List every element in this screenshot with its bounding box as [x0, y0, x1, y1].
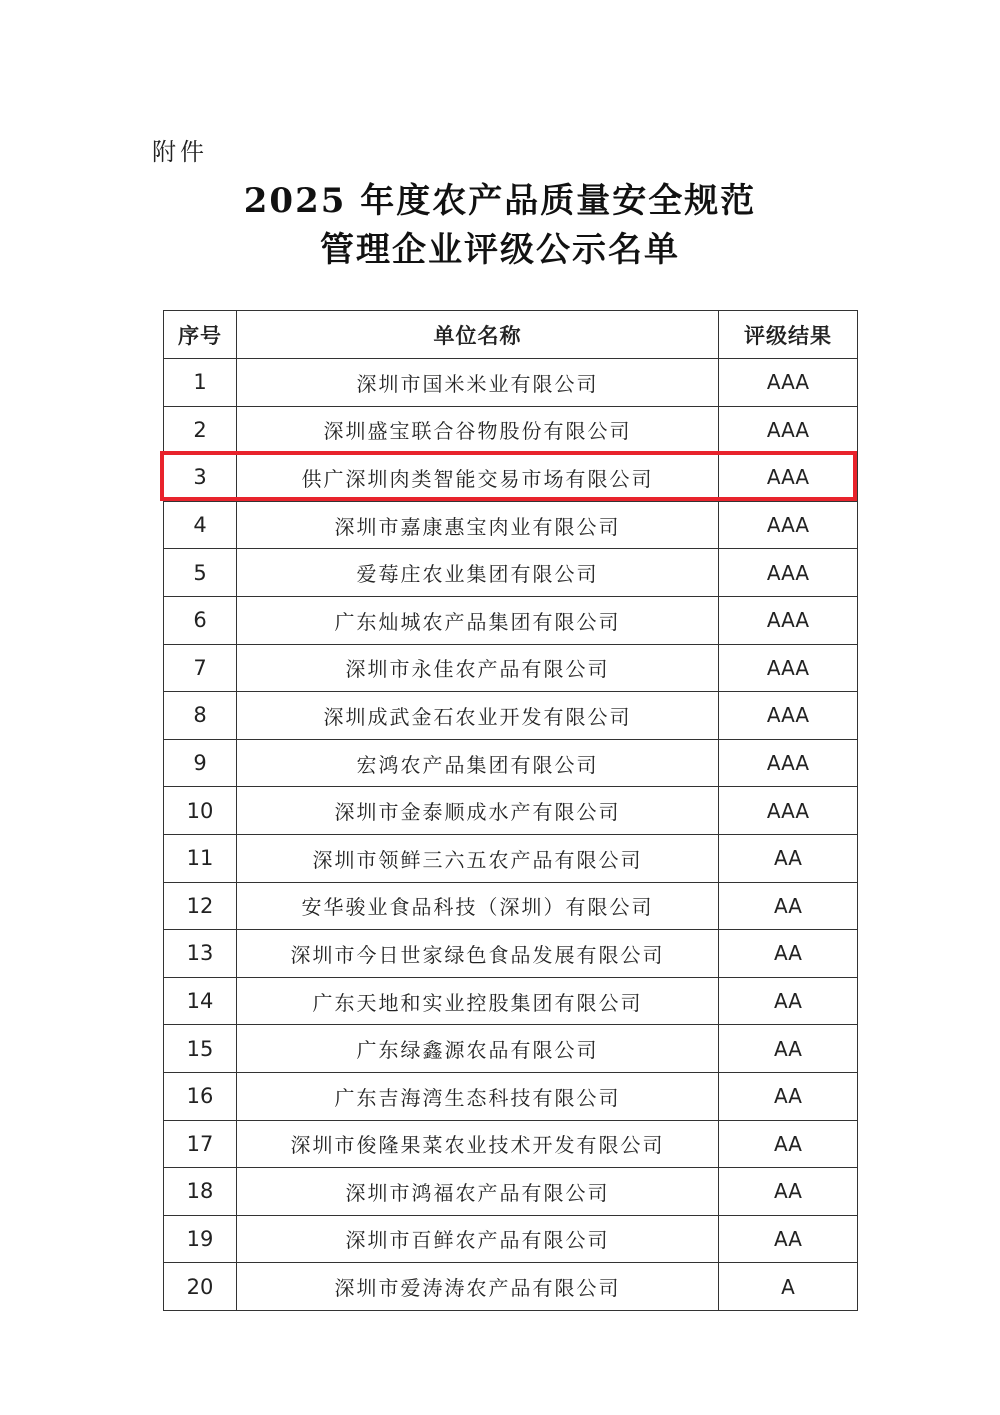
- document-title-line1: 2025 年度农产品质量安全规范: [243, 181, 757, 221]
- row-grade: AA: [719, 1168, 858, 1216]
- row-index: 15: [164, 1025, 237, 1073]
- row-company-name: 深圳市鸿福农产品有限公司: [237, 1168, 719, 1216]
- row-grade: AA: [719, 1072, 858, 1120]
- table-row: [164, 549, 858, 597]
- row-grade: AA: [719, 834, 858, 882]
- table-row: [164, 739, 858, 787]
- row-company-name: 深圳市国米米业有限公司: [237, 359, 719, 407]
- header-index: 序号: [164, 311, 237, 359]
- table-row: [164, 1072, 858, 1120]
- table-row: [164, 977, 858, 1025]
- table-row: [164, 930, 858, 978]
- row-company-name: 广东吉海湾生态科技有限公司: [237, 1072, 719, 1120]
- row-index: 6: [164, 596, 237, 644]
- row-company-name: 深圳成武金石农业开发有限公司: [237, 692, 719, 740]
- row-index: 7: [164, 644, 237, 692]
- row-grade: AAA: [719, 787, 858, 835]
- row-index: 11: [164, 834, 237, 882]
- row-grade: AAA: [719, 454, 858, 502]
- row-grade: AAA: [719, 692, 858, 740]
- row-index: 19: [164, 1215, 237, 1263]
- row-grade: AA: [719, 930, 858, 978]
- row-company-name: 爱莓庄农业集团有限公司: [237, 549, 719, 597]
- row-index: 1: [164, 359, 237, 407]
- row-index: 4: [164, 501, 237, 549]
- row-grade: AA: [719, 1120, 858, 1168]
- row-company-name: 供广深圳肉类智能交易市场有限公司: [237, 454, 719, 502]
- row-index: 14: [164, 977, 237, 1025]
- row-company-name: 安华骏业食品科技（深圳）有限公司: [237, 882, 719, 930]
- row-company-name: 深圳市金泰顺成水产有限公司: [237, 787, 719, 835]
- row-index: 18: [164, 1168, 237, 1216]
- row-company-name: 深圳市永佳农产品有限公司: [237, 644, 719, 692]
- table-row: [164, 1215, 858, 1263]
- rating-table: [163, 310, 858, 1311]
- document-title-line2: 管理企业评级公示名单: [320, 230, 680, 270]
- row-company-name: 广东绿鑫源农品有限公司: [237, 1025, 719, 1073]
- row-company-name: 深圳市俊隆果菜农业技术开发有限公司: [237, 1120, 719, 1168]
- row-company-name: 广东天地和实业控股集团有限公司: [237, 977, 719, 1025]
- table-row: [164, 787, 858, 835]
- row-grade: AAA: [719, 501, 858, 549]
- table-row: [164, 1025, 858, 1073]
- attachment-label: 附件: [152, 138, 208, 166]
- row-index: 8: [164, 692, 237, 740]
- table-row: [164, 1168, 858, 1216]
- table-row: [164, 834, 858, 882]
- table-row: [164, 501, 858, 549]
- row-grade: AA: [719, 1025, 858, 1073]
- row-grade: AA: [719, 1215, 858, 1263]
- row-company-name: 宏鸿农产品集团有限公司: [237, 739, 719, 787]
- row-company-name: 深圳市爱涛涛农产品有限公司: [237, 1263, 719, 1311]
- row-grade: AAA: [719, 359, 858, 407]
- header-name: 单位名称: [237, 311, 719, 359]
- row-index: 20: [164, 1263, 237, 1311]
- table-row-highlighted: [164, 454, 858, 502]
- row-index: 12: [164, 882, 237, 930]
- table-row: [164, 1263, 858, 1311]
- table-row: [164, 596, 858, 644]
- table-row: [164, 644, 858, 692]
- row-grade: AA: [719, 977, 858, 1025]
- row-company-name: 广东灿城农产品集团有限公司: [237, 596, 719, 644]
- row-index: 13: [164, 930, 237, 978]
- row-grade: A: [719, 1263, 858, 1311]
- row-index: 10: [164, 787, 237, 835]
- row-index: 3: [164, 454, 237, 502]
- row-company-name: 深圳市领鲜三六五农产品有限公司: [237, 834, 719, 882]
- table-row: [164, 692, 858, 740]
- header-grade: 评级结果: [719, 311, 858, 359]
- table-row: [164, 1120, 858, 1168]
- row-company-name: 深圳市百鲜农产品有限公司: [237, 1215, 719, 1263]
- row-index: 2: [164, 406, 237, 454]
- row-index: 16: [164, 1072, 237, 1120]
- row-grade: AAA: [719, 549, 858, 597]
- row-company-name: 深圳市今日世家绿色食品发展有限公司: [237, 930, 719, 978]
- table-row: [164, 359, 858, 407]
- row-grade: AA: [719, 882, 858, 930]
- row-index: 9: [164, 739, 237, 787]
- row-index: 5: [164, 549, 237, 597]
- row-grade: AAA: [719, 406, 858, 454]
- row-grade: AAA: [719, 644, 858, 692]
- table-row: [164, 406, 858, 454]
- row-grade: AAA: [719, 739, 858, 787]
- row-company-name: 深圳市嘉康惠宝肉业有限公司: [237, 501, 719, 549]
- row-grade: AAA: [719, 596, 858, 644]
- table-header-row: [164, 311, 858, 359]
- row-index: 17: [164, 1120, 237, 1168]
- table-row: [164, 882, 858, 930]
- row-company-name: 深圳盛宝联合谷物股份有限公司: [237, 406, 719, 454]
